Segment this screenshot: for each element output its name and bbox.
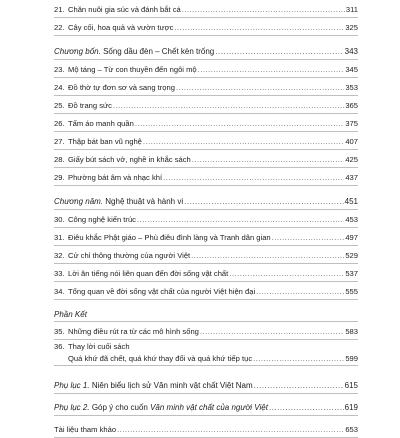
appendix-title-book: Văn minh vật chất của người Việt (150, 403, 268, 412)
entry-number: 30. (54, 215, 65, 224)
entry-title: Tấm áo manh quần (68, 119, 134, 128)
entry-title: Điêu khắc Phật giáo – Phù điêu đình làng và Tranh dân gian (68, 233, 271, 242)
appendix-two-heading (54, 394, 358, 416)
entry-number: 24. (54, 83, 65, 92)
entry-subtitle: Quá khứ đã chết, quá khứ thay đổi và quá khứ tiếp tục (68, 354, 253, 363)
toc-entry-22 (54, 18, 358, 36)
toc-entry-28 (54, 150, 358, 168)
entry-title: Mộ táng – Từ con thuyền đến ngôi mộ (68, 65, 197, 74)
entry-title: Phường bát âm và nhạc khí (68, 173, 163, 182)
entry-page: 529 (345, 251, 358, 260)
entry-page: 365 (345, 101, 358, 110)
references-entry (54, 416, 358, 438)
chapter-five-heading (54, 192, 358, 210)
chapter-title: Nghệ thuật và hành vi (105, 197, 184, 206)
chapter-page: 343 (344, 47, 358, 56)
toc-entry-35 (54, 322, 358, 340)
entry-page: 407 (345, 137, 358, 146)
toc-entry-29 (54, 168, 358, 186)
appendix-one-heading (54, 372, 358, 394)
entry-title: Giấy bút sách vở, nghề in khắc sách (68, 155, 191, 164)
entry-page: 555 (345, 287, 358, 296)
toc-entry-36 (54, 340, 358, 354)
toc-entry-23 (54, 60, 358, 78)
appendix-prefix: Phụ lục 1. (54, 381, 90, 390)
entry-page: 325 (345, 23, 358, 32)
chapter-prefix: Chương năm. (54, 197, 104, 206)
chapter-title: Sống dầu đèn – Chết kèn trống (103, 47, 215, 56)
entry-number: 22. (54, 23, 65, 32)
references-page: 653 (345, 425, 358, 434)
entry-page: 453 (345, 215, 358, 224)
toc-entry-26 (54, 114, 358, 132)
table-of-contents (54, 0, 358, 438)
toc-entry-34 (54, 282, 358, 300)
entry-title: Đồ trang sức (68, 101, 112, 110)
entry-number: 29. (54, 173, 65, 182)
appendix-prefix: Phụ lục 2. (54, 403, 90, 412)
toc-entry-31 (54, 228, 358, 246)
entry-number: 33. (54, 269, 65, 278)
appendix-page: 615 (344, 381, 358, 390)
entry-title: Đồ thờ tự đơn sơ và sang trọng (68, 83, 175, 92)
entry-title: Thập bát ban vũ nghệ (68, 137, 142, 146)
entry-title: Chăn nuôi gia súc và đánh bắt cá (68, 5, 181, 14)
entry-title: Lời ăn tiếng nói liên quan đến đời sống vật chất (68, 269, 229, 278)
toc-entry-30 (54, 210, 358, 228)
entry-page: 497 (345, 233, 358, 242)
entry-number: 35. (54, 327, 65, 336)
toc-entry-24 (54, 78, 358, 96)
entry-number: 21. (54, 5, 65, 14)
entry-page: 311 (345, 5, 358, 14)
chapter-page: 451 (344, 197, 358, 206)
appendix-title-a: Góp ý cho cuốn (91, 403, 148, 412)
toc-entry-21 (54, 0, 358, 18)
entry-title: Công nghệ kiến trúc (68, 215, 136, 224)
references-title: Tài liệu tham khảo (54, 425, 117, 434)
entry-title: Tổng quan về đời sống vật chất của người Việt hiện đại (68, 287, 256, 296)
entry-page: 537 (345, 269, 358, 278)
entry-title: Cử chỉ thông thường của người Việt (68, 251, 191, 260)
entry-number: 34. (54, 287, 65, 296)
entry-page: 437 (345, 173, 358, 182)
entry-page: 599 (345, 354, 358, 363)
entry-title: Thay lời cuối sách (68, 342, 130, 351)
appendix-title: Niên biểu lịch sử Văn minh vật chất Việt Nam (91, 381, 253, 390)
entry-page: 375 (345, 119, 358, 128)
appendix-page: 619 (344, 403, 358, 412)
entry-number: 25. (54, 101, 65, 110)
entry-page: 425 (345, 155, 358, 164)
entry-number: 28. (54, 155, 65, 164)
entry-page: 345 (345, 65, 358, 74)
chapter-prefix: Chương bốn. (54, 47, 101, 56)
entry-number: 26. (54, 119, 65, 128)
toc-entry-33 (54, 264, 358, 282)
entry-number: 31. (54, 233, 65, 242)
entry-title: Những điều rút ra từ các mô hình sống (68, 327, 199, 336)
entry-number: 27. (54, 137, 65, 146)
toc-entry-36-subtitle (54, 354, 358, 366)
toc-entry-32 (54, 246, 358, 264)
toc-entry-27 (54, 132, 358, 150)
part-end-heading: Phần Kết (54, 306, 358, 322)
toc-entry-25 (54, 96, 358, 114)
entry-page: 583 (345, 327, 358, 336)
entry-number: 32. (54, 251, 65, 260)
entry-title: Cây cối, hoa quả và vườn tược (68, 23, 174, 32)
entry-number: 36. (54, 342, 65, 351)
chapter-four-heading (54, 42, 358, 60)
entry-number: 23. (54, 65, 65, 74)
entry-page: 353 (345, 83, 358, 92)
